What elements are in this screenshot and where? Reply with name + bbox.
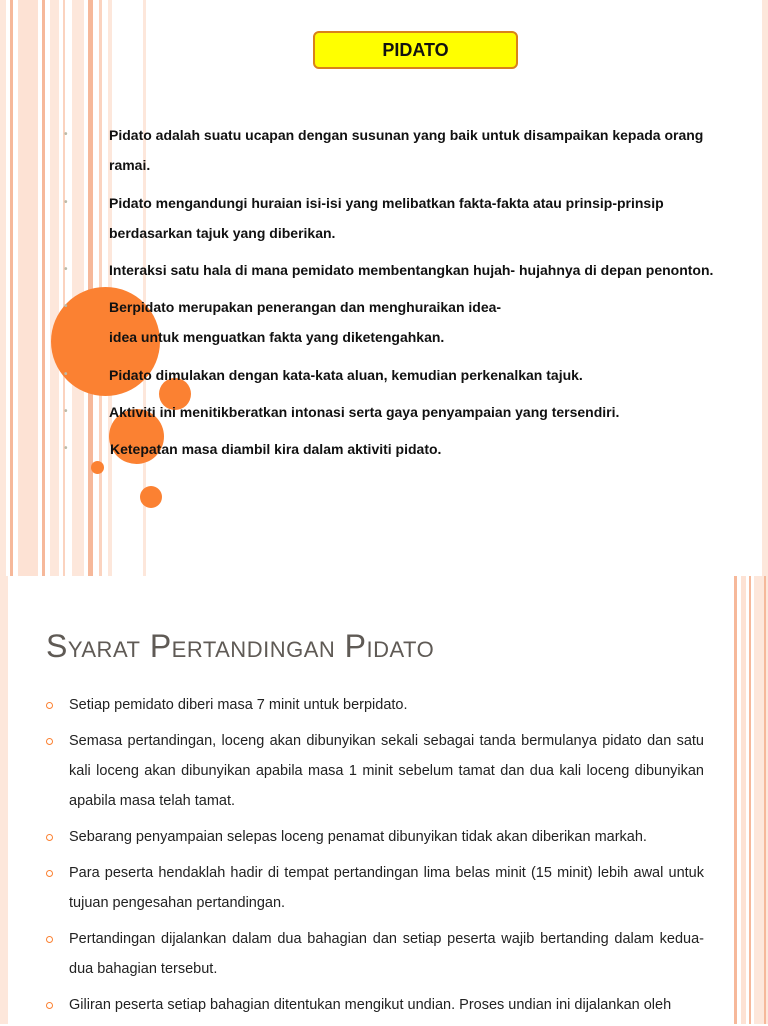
point-text: Setiap pemidato diberi masa 7 minit untuk berpidato.	[69, 697, 408, 713]
bullet-icon: •	[64, 301, 68, 312]
decor-stripe	[42, 0, 45, 576]
list-item	[62, 188, 722, 248]
slide-title: Syarat Pertandingan Pidato	[46, 628, 435, 664]
bullet-icon: •	[64, 197, 68, 208]
decor-stripe	[762, 0, 768, 576]
point-text-line: idea untuk menguatkan fakta yang diketengahkan.	[109, 329, 445, 345]
decor-stripe	[764, 576, 766, 1024]
list-item	[46, 990, 704, 1020]
list-item	[62, 120, 722, 180]
slide-title-box: PIDATO	[313, 31, 518, 69]
point-text: Para peserta hendaklah hadir di tempat pertandingan lima belas minit (15 minit) lebih awal untuk tujuan pengesahan pertandingan.	[69, 865, 704, 911]
list-item	[46, 924, 704, 984]
point-text: Pidato adalah suatu ucapan dengan susunan yang baik untuk disampaikan kepada orang ramai.	[109, 127, 704, 173]
syarat-points-list	[46, 690, 704, 1026]
list-item	[62, 255, 722, 285]
decor-stripe	[50, 0, 59, 576]
decor-circle	[140, 486, 162, 508]
point-text: Pertandingan dijalankan dalam dua bahagian dan setiap peserta wajib bertanding dalam kedua-dua bahagian tersebut.	[69, 931, 704, 977]
point-text: Interaksi satu hala di mana pemidato membentangkan hujah- hujahnya di depan penonton.	[109, 262, 714, 278]
point-text: Pidato dimulakan dengan kata-kata aluan, kemudian perkenalkan tajuk.	[109, 367, 583, 383]
bullet-icon	[46, 702, 53, 709]
bullet-icon: •	[64, 264, 68, 275]
pidato-points-list	[62, 120, 722, 464]
list-item	[46, 822, 704, 852]
point-text: Aktiviti ini menitikberatkan intonasi serta gaya penyampaian yang tersendiri.	[109, 404, 620, 420]
bullet-icon	[46, 870, 53, 877]
decor-stripe	[0, 0, 6, 576]
decor-stripe	[10, 0, 13, 576]
list-item	[62, 292, 722, 352]
list-item	[46, 858, 704, 918]
bullet-icon: •	[64, 129, 68, 140]
bullet-icon	[46, 936, 53, 943]
decor-stripe	[741, 576, 746, 1024]
list-item	[46, 726, 704, 816]
bullet-icon	[46, 834, 53, 841]
bullet-icon: •	[64, 406, 68, 417]
bullet-icon: •	[64, 369, 68, 380]
point-text: Semasa pertandingan, loceng akan dibunyikan sekali sebagai tanda bermulanya pidato dan satu kali loceng akan dibunyikan apabila masa 1 minit sebelum tamat dan dua kali loceng dibunyikan apabila masa telah tamat.	[69, 733, 704, 809]
list-item	[62, 397, 722, 427]
point-text: Giliran peserta setiap bahagian ditentukan mengikut undian. Proses undian ini dijalankan oleh	[69, 997, 672, 1013]
point-text: Pidato mengandungi huraian isi-isi yang melibatkan fakta-fakta atau prinsip-prinsip berdasarkan tajuk yang diberikan.	[109, 195, 664, 241]
point-text: Sebarang penyampaian selepas loceng penamat dibunyikan tidak akan diberikan markah.	[69, 829, 647, 845]
list-item	[62, 360, 722, 390]
point-text-line: Berpidato merupakan penerangan dan menghuraikan idea-	[109, 299, 502, 315]
bullet-icon: •	[64, 443, 68, 454]
decor-stripe	[18, 0, 38, 576]
list-item	[46, 690, 704, 720]
decor-stripe	[749, 576, 751, 1024]
decor-stripe	[0, 576, 8, 1024]
decor-stripe	[734, 576, 737, 1024]
point-text: Ketepatan masa diambil kira dalam aktiviti pidato.	[110, 441, 442, 457]
list-item	[62, 434, 722, 464]
bullet-icon	[46, 1002, 53, 1009]
bullet-icon	[46, 738, 53, 745]
